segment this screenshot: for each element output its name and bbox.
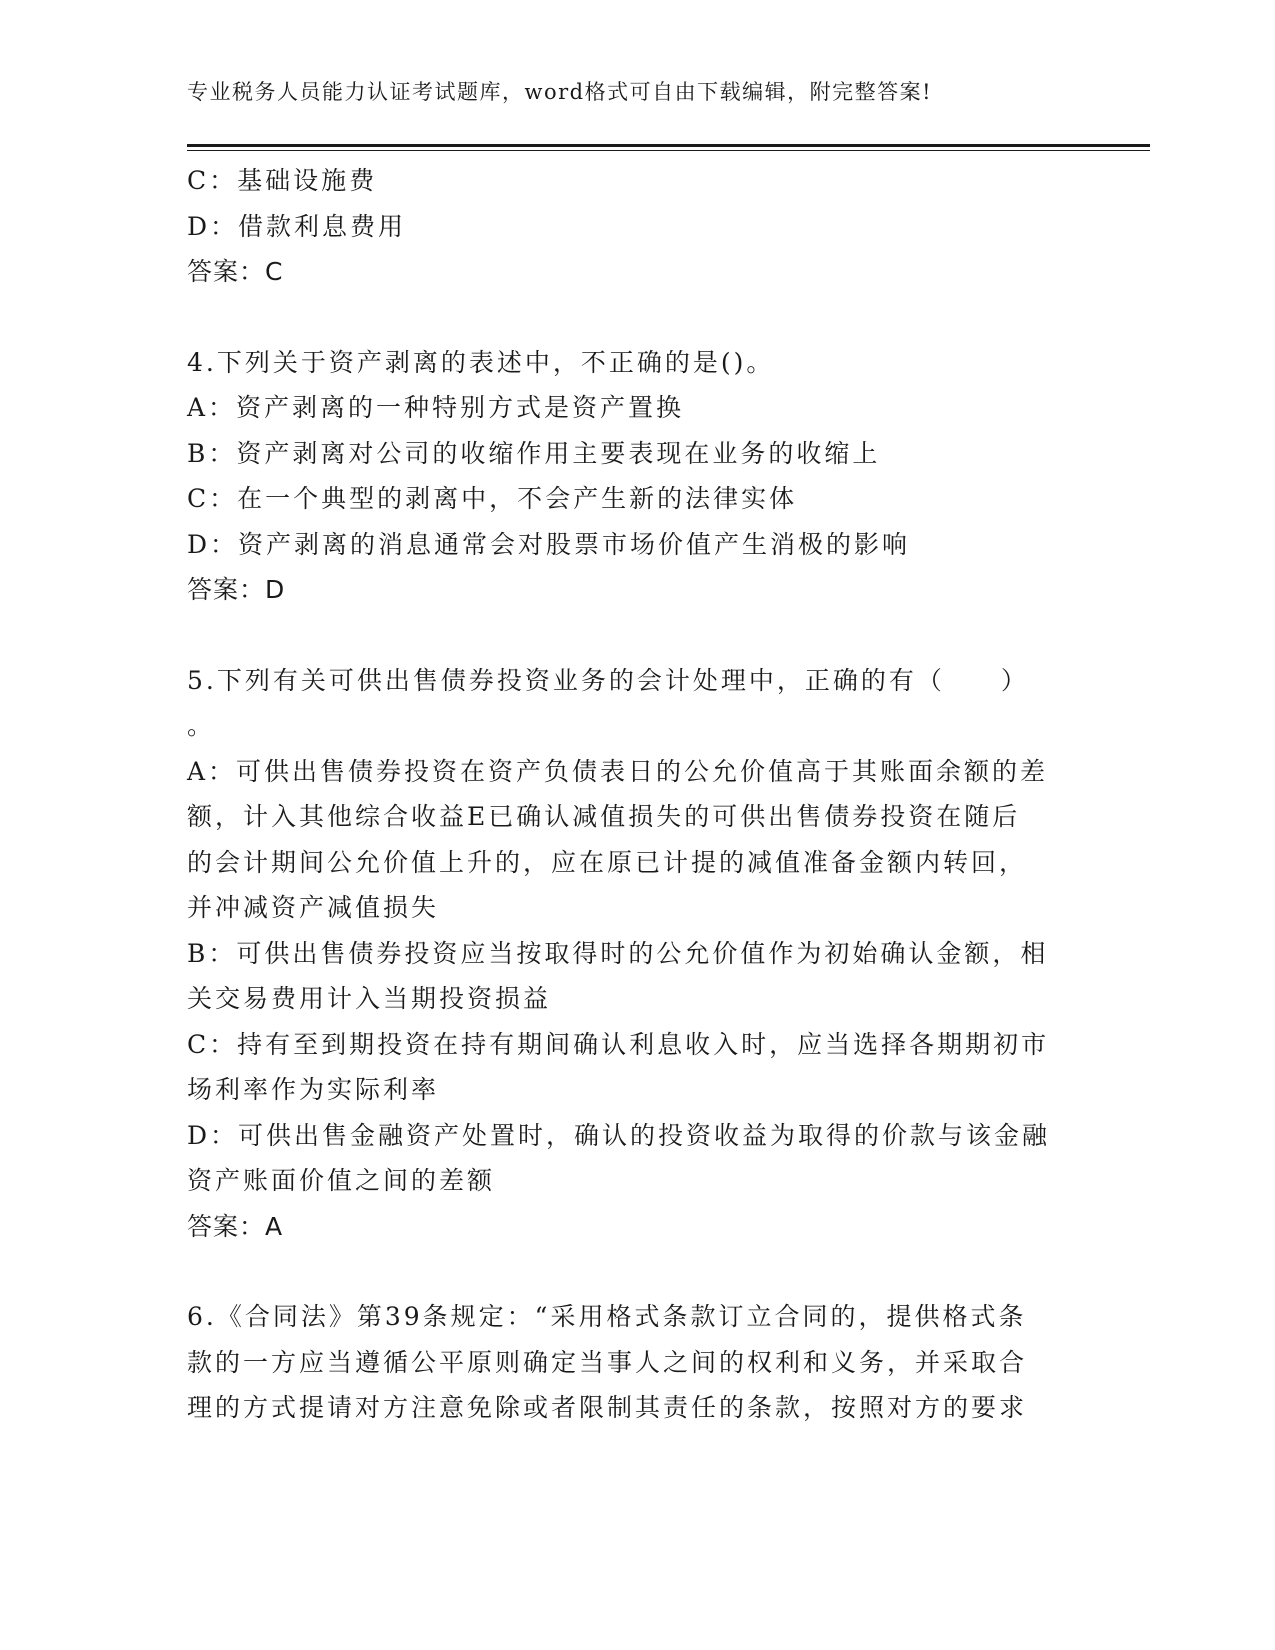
question-5: [187, 658, 1077, 1250]
option-a: A：可供出售债券投资在资产负债表日的公允价值高于其账面余额的差: [187, 756, 1049, 786]
option-a: A：资产剥离的一种特别方式是资产置换: [187, 393, 685, 422]
option-a-cont: 并冲减资产减值损失: [187, 893, 440, 922]
question-stem: 5.下列有关可供出售债券投资业务的会计处理中，正确的有（ ）: [187, 665, 1029, 695]
question-6: [187, 1294, 1077, 1431]
spacer: [187, 1249, 1077, 1294]
question-stem: 4.下列关于资产剥离的表述中，不正确的是()。: [187, 347, 775, 377]
header-rule-thin: [187, 150, 1150, 151]
question-stem-cont: 理的方式提请对方注意免除或者限制其责任的条款，按照对方的要求: [187, 1393, 1028, 1422]
question-3: [187, 158, 1077, 295]
option-c: C：基础设施费: [187, 166, 378, 195]
option-b: B：资产剥离对公司的收缩作用主要表现在业务的收缩上: [187, 438, 881, 468]
question-stem-cont: 。: [187, 711, 216, 740]
option-d: D：可供出售金融资产处置时，确认的投资收益为取得的价款与该金融: [187, 1120, 1051, 1150]
option-d: D：借款利息费用: [187, 211, 407, 241]
option-c-cont: 场利率作为实际利率: [187, 1075, 440, 1104]
spacer: [187, 295, 1077, 340]
page-header: 专业税务人员能力认证考试题库，word格式可自由下载编辑，附完整答案!: [187, 80, 933, 104]
answer: 答案：D: [187, 575, 286, 604]
header-rule-thick: [187, 144, 1150, 147]
question-stem-cont: 款的一方应当遵循公平原则确定当事人之间的权利和义务，并采取合: [187, 1347, 1028, 1377]
document-body: [187, 158, 1077, 1431]
option-d: D：资产剥离的消息通常会对股票市场价值产生消极的影响: [187, 529, 911, 559]
option-c: C：持有至到期投资在持有期间确认利息收入时，应当选择各期期初市: [187, 1029, 1050, 1059]
option-d-cont: 资产账面价值之间的差额: [187, 1166, 496, 1195]
spacer: [187, 613, 1077, 658]
option-c: C：在一个典型的剥离中，不会产生新的法律实体: [187, 484, 798, 513]
option-a-cont: 额，计入其他综合收益E已确认减值损失的可供出售债券投资在随后: [187, 802, 1021, 831]
answer: 答案：C: [187, 257, 284, 286]
question-4: [187, 340, 1077, 613]
answer: 答案：A: [187, 1211, 284, 1241]
option-b-cont: 关交易费用计入当期投资损益: [187, 984, 552, 1013]
option-b: B：可供出售债券投资应当按取得时的公允价值作为初始确认金额，相: [187, 938, 1049, 968]
option-a-cont: 的会计期间公允价值上升的，应在原已计提的减值准备金额内转回，: [187, 847, 1028, 877]
question-stem: 6.《合同法》第39条规定：“采用格式条款订立合同的，提供格式条: [187, 1302, 1027, 1331]
